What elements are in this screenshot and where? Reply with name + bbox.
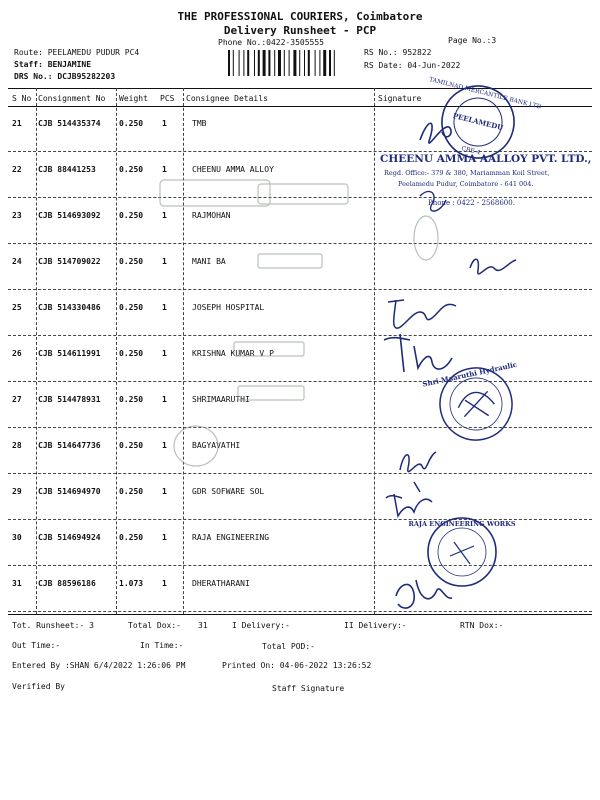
cheenu-stamp-addr1: Regd. Office:- 379 & 380, Mariamman Koil Street, bbox=[384, 169, 550, 177]
row-consignment: CJB 514693092 bbox=[38, 211, 101, 220]
row-consignee: GDR SOFWARE SOL bbox=[192, 487, 265, 496]
row-weight: 0.250 bbox=[119, 441, 144, 450]
row-sno: 31 bbox=[12, 579, 22, 588]
table-row bbox=[0, 478, 600, 524]
col-header-sno: S No bbox=[12, 94, 32, 103]
row-divider bbox=[8, 473, 592, 474]
table-header-border bbox=[8, 106, 592, 107]
barcode-bar bbox=[304, 50, 305, 76]
row-sno: 26 bbox=[12, 349, 22, 358]
row-weight: 0.250 bbox=[119, 119, 144, 128]
row-divider bbox=[8, 289, 592, 290]
i-delivery: I Delivery:- bbox=[232, 621, 290, 630]
staff-signature-label: Staff Signature bbox=[272, 684, 345, 693]
rs-date: RS Date: 04-Jun-2022 bbox=[364, 61, 461, 70]
row-pcs: 1 bbox=[162, 441, 167, 450]
in-time: In Time:- bbox=[140, 641, 184, 650]
row-weight: 1.073 bbox=[119, 579, 144, 588]
row-divider bbox=[8, 611, 592, 612]
row-pcs: 1 bbox=[162, 349, 167, 358]
barcode-bar bbox=[263, 50, 266, 76]
table-row bbox=[0, 248, 600, 294]
table-row bbox=[0, 294, 600, 340]
barcode-bar bbox=[329, 50, 331, 76]
row-sno: 27 bbox=[12, 395, 22, 404]
row-consignment: CJB 514647736 bbox=[38, 441, 101, 450]
row-divider bbox=[8, 197, 592, 198]
company-name: THE PROFESSIONAL COURIERS, Coimbatore bbox=[177, 10, 423, 23]
row-consignment: CJB 514330486 bbox=[38, 303, 101, 312]
barcode-bar bbox=[315, 50, 316, 76]
table-row bbox=[0, 432, 600, 478]
maaruthi-stamp-text: Shri Maaruthi Hydraulic bbox=[421, 359, 518, 389]
total-dox-value: 31 bbox=[198, 621, 208, 630]
row-consignee: CHEENU AMMA ALLOY bbox=[192, 165, 274, 174]
row-consignee: TMB bbox=[192, 119, 207, 128]
table-row bbox=[0, 202, 600, 248]
page-number: Page No.:3 bbox=[448, 36, 497, 45]
table-row bbox=[0, 386, 600, 432]
row-weight: 0.250 bbox=[119, 533, 144, 542]
row-pcs: 1 bbox=[162, 579, 167, 588]
barcode-bar bbox=[278, 50, 281, 76]
drs-number: DRS No.: DCJB95282203 bbox=[14, 72, 116, 81]
barcode-bar bbox=[268, 50, 270, 76]
row-sno: 25 bbox=[12, 303, 22, 312]
row-divider bbox=[8, 381, 592, 382]
row-consignee: BAGYAVATHI bbox=[192, 441, 241, 450]
row-consignment: CJB 514478931 bbox=[38, 395, 101, 404]
tot-runsheet: Tot. Runsheet:- 3 bbox=[12, 621, 94, 630]
row-pcs: 1 bbox=[162, 211, 167, 220]
total-dox-label: Total Dox:- bbox=[128, 621, 181, 630]
raja-stamp-text: RAJA ENGINEERING WORKS bbox=[408, 520, 516, 528]
col-header-consignment: Consignment No bbox=[38, 94, 106, 103]
cheenu-stamp-name: CHEENU AMMA AALLOY PVT. LTD., bbox=[380, 153, 592, 165]
verified-by: Verified By bbox=[12, 682, 65, 691]
rs-number: RS No.: 952822 bbox=[364, 48, 432, 57]
row-pcs: 1 bbox=[162, 303, 167, 312]
barcode-bar bbox=[228, 50, 230, 76]
barcode-bar bbox=[319, 50, 320, 76]
row-consignee: DHERATHARANI bbox=[192, 579, 250, 588]
row-pcs: 1 bbox=[162, 487, 167, 496]
barcode bbox=[228, 50, 358, 76]
row-consignee: RAJMOHAN bbox=[192, 211, 231, 220]
row-weight: 0.250 bbox=[119, 257, 144, 266]
row-sno: 22 bbox=[12, 165, 22, 174]
row-sno: 28 bbox=[12, 441, 22, 450]
barcode-bar bbox=[299, 50, 300, 76]
row-consignee: JOSEPH HOSPITAL bbox=[192, 303, 265, 312]
row-divider bbox=[8, 243, 592, 244]
row-divider bbox=[8, 427, 592, 428]
row-divider bbox=[8, 151, 592, 152]
sheet-title: Delivery Runsheet - PCP bbox=[223, 24, 377, 37]
table-row bbox=[0, 110, 600, 156]
row-weight: 0.250 bbox=[119, 165, 144, 174]
barcode-bar bbox=[284, 50, 285, 76]
row-weight: 0.250 bbox=[119, 395, 144, 404]
rtn-dox: RTN Dox:- bbox=[460, 621, 504, 630]
cheenu-stamp-addr2: Peelamedu Pudur, Coimbatore - 641 004. bbox=[398, 180, 534, 188]
col-header-pcs: PCS bbox=[160, 94, 175, 103]
table-row bbox=[0, 156, 600, 202]
row-divider bbox=[8, 335, 592, 336]
row-weight: 0.250 bbox=[119, 211, 144, 220]
row-sno: 30 bbox=[12, 533, 22, 542]
row-consignment: CJB 88441253 bbox=[38, 165, 96, 174]
row-consignment: CJB 514611991 bbox=[38, 349, 101, 358]
barcode-bar bbox=[274, 50, 275, 76]
row-consignee: MANI BA bbox=[192, 257, 226, 266]
col-header-weight: Weight bbox=[119, 94, 148, 103]
barcode-bar bbox=[258, 50, 260, 76]
row-consignment: CJB 88596186 bbox=[38, 579, 96, 588]
row-weight: 0.250 bbox=[119, 349, 144, 358]
col-header-signature: Signature bbox=[378, 94, 422, 103]
cheenu-stamp-phone: Phone : 0422 - 2568600. bbox=[428, 199, 515, 207]
total-pod: Total POD:- bbox=[262, 642, 315, 651]
row-weight: 0.250 bbox=[119, 303, 144, 312]
barcode-bar bbox=[323, 50, 326, 76]
barcode-bar bbox=[293, 50, 296, 76]
barcode-bar bbox=[239, 50, 240, 76]
row-pcs: 1 bbox=[162, 533, 167, 542]
table-top-border bbox=[8, 88, 592, 89]
ii-delivery: II Delivery:- bbox=[344, 621, 407, 630]
row-consignee: RAJA ENGINEERING bbox=[192, 533, 270, 542]
table-bottom-border bbox=[8, 614, 592, 615]
row-consignee: KRISHNA KUMAR V P bbox=[192, 349, 274, 358]
col-header-consignee: Consignee Details bbox=[186, 94, 268, 103]
row-pcs: 1 bbox=[162, 395, 167, 404]
table-row bbox=[0, 524, 600, 570]
bank-stamp-branch: PEELAMEDU bbox=[452, 110, 505, 133]
barcode-bar bbox=[289, 50, 290, 76]
row-consignment: CJB 514435374 bbox=[38, 119, 101, 128]
row-sno: 23 bbox=[12, 211, 22, 220]
row-sno: 29 bbox=[12, 487, 22, 496]
row-consignee: SHRIMAARUTHI bbox=[192, 395, 250, 404]
row-divider bbox=[8, 519, 592, 520]
staff: Staff: BENJAMINE bbox=[14, 60, 92, 69]
row-consignment: CJB 514694924 bbox=[38, 533, 101, 542]
row-sno: 21 bbox=[12, 119, 22, 128]
barcode-bar bbox=[334, 50, 335, 76]
table-row bbox=[0, 570, 600, 616]
barcode-bar bbox=[233, 50, 234, 76]
row-consignment: CJB 514694970 bbox=[38, 487, 101, 496]
phone-number: Phone No.:0422-3505555 bbox=[218, 38, 324, 47]
row-pcs: 1 bbox=[162, 165, 167, 174]
printed-on: Printed On: 04-06-2022 13:26:52 bbox=[222, 661, 372, 670]
barcode-bar bbox=[254, 50, 255, 76]
row-divider bbox=[8, 565, 592, 566]
route: Route: PEELAMEDU PUDUR PC4 bbox=[14, 48, 140, 57]
entered-by: Entered By :SHAN 6/4/2022 1:26:06 PM bbox=[12, 661, 186, 670]
barcode-bar bbox=[308, 50, 310, 76]
row-pcs: 1 bbox=[162, 119, 167, 128]
barcode-bar bbox=[243, 50, 244, 76]
bank-stamp-name: TAMILNAD MERCANTILE BANK LTD bbox=[428, 76, 542, 111]
barcode-bar bbox=[247, 50, 249, 76]
bank-stamp-code: CBE-4 bbox=[460, 144, 482, 157]
row-consignment: CJB 514709022 bbox=[38, 257, 101, 266]
row-weight: 0.250 bbox=[119, 487, 144, 496]
row-sno: 24 bbox=[12, 257, 22, 266]
row-pcs: 1 bbox=[162, 257, 167, 266]
out-time: Out Time:- bbox=[12, 641, 61, 650]
table-row bbox=[0, 340, 600, 386]
